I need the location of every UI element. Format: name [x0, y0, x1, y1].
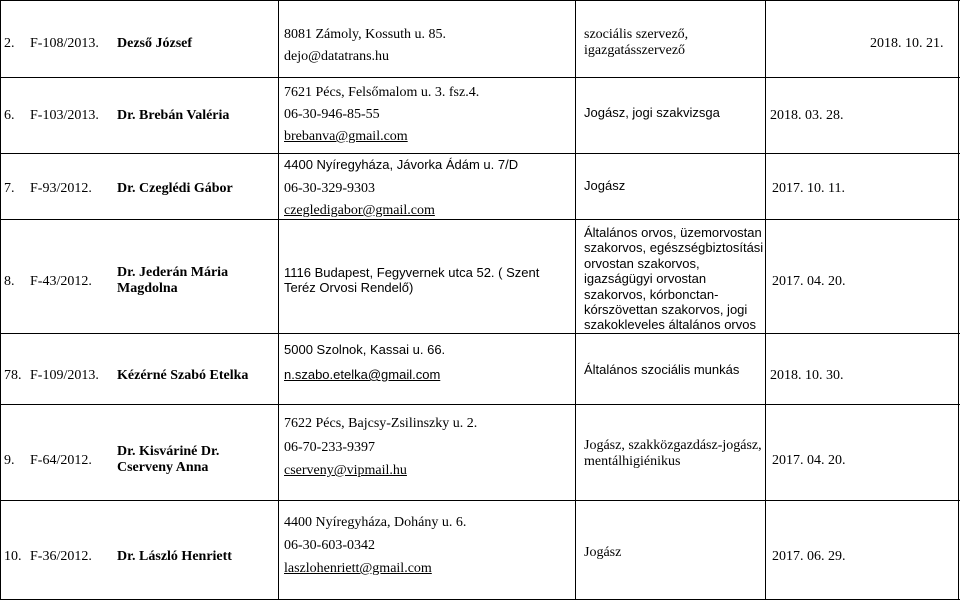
column-border: [278, 0, 279, 600]
qualification: szociális szervező, igazgatásszervező: [584, 27, 689, 58]
column-border: [958, 0, 959, 600]
phone: 06-30-329-9303: [284, 181, 375, 196]
row-number: 78.: [4, 368, 22, 383]
registration-id: F-43/2012.: [30, 274, 92, 289]
row-border: [0, 404, 960, 405]
registration-id: F-108/2013.: [30, 36, 99, 51]
row-number: 10.: [4, 549, 22, 564]
address: 5000 Szolnok, Kassai u. 66.: [284, 342, 446, 357]
person-name: Dr. Kisváriné Dr. Cserveny Anna: [117, 444, 220, 475]
qualification: Jogász: [584, 178, 626, 193]
person-name: Dr. László Henriett: [117, 549, 232, 564]
person-name: Dr. Brebán Valéria: [117, 108, 230, 123]
date: 2017. 06. 29.: [772, 549, 846, 564]
email-link[interactable]: cserveny@vipmail.hu: [284, 463, 407, 478]
qualification: Jogász, jogi szakvizsga: [584, 105, 720, 120]
date: 2017. 10. 11.: [772, 181, 845, 196]
date: 2018. 10. 21.: [870, 36, 944, 51]
person-name: Kézérné Szabó Etelka: [117, 368, 249, 383]
address: 1116 Budapest, Fegyvernek utca 52. ( Szent Teréz Orvosi Rendelő): [284, 265, 540, 296]
email: dejo@datatrans.hu: [284, 49, 390, 64]
address: 4400 Nyíregyháza, Jávorka Ádám u. 7/D: [284, 157, 519, 172]
registration-id: F-93/2012.: [30, 181, 92, 196]
person-name: Dr. Czeglédi Gábor: [117, 181, 233, 196]
email-link[interactable]: n.szabo.etelka@gmail.com: [284, 367, 441, 382]
row-number: 2.: [4, 36, 15, 51]
qualification: Általános szociális munkás: [584, 362, 740, 377]
row-border: [0, 77, 960, 78]
date: 2018. 03. 28.: [770, 108, 844, 123]
date: 2018. 10. 30.: [770, 368, 844, 383]
row-number: 6.: [4, 108, 15, 123]
registration-id: F-64/2012.: [30, 453, 92, 468]
row-border: [0, 153, 960, 154]
qualification: Általános orvos, üzemorvostan szakorvos, egészségbiztosítási orvostan szakorvos, igazságügyi orvostan szakorvos, kórbonctan-kórszövettan szakorvos, jogi szakokleveles általános orvos: [584, 225, 764, 333]
phone: 06-30-603-0342: [284, 538, 375, 553]
row-border: [0, 0, 960, 1]
row-number: 9.: [4, 453, 15, 468]
column-border: [575, 0, 576, 600]
date: 2017. 04. 20.: [772, 274, 846, 289]
address: 7622 Pécs, Bajcsy-Zsilinszky u. 2.: [284, 416, 478, 431]
phone: 06-70-233-9397: [284, 440, 375, 455]
row-border: [0, 599, 960, 600]
person-name: Dr. Jederán Mária Magdolna: [117, 265, 229, 296]
row-border: [0, 500, 960, 501]
row-border: [0, 333, 960, 334]
email-link[interactable]: laszlohenriett@gmail.com: [284, 561, 432, 576]
row-number: 8.: [4, 274, 15, 289]
phone: 06-30-946-85-55: [284, 107, 380, 122]
date: 2017. 04. 20.: [772, 453, 846, 468]
row-border: [0, 219, 960, 220]
column-border: [0, 0, 1, 600]
email-link[interactable]: czegledigabor@gmail.com: [284, 203, 435, 218]
registration-id: F-103/2013.: [30, 108, 99, 123]
address: 8081 Zámoly, Kossuth u. 85.: [284, 27, 447, 42]
person-name: Dezső József: [117, 36, 193, 51]
address: 7621 Pécs, Felsőmalom u. 3. fsz.4.: [284, 85, 480, 100]
email-link[interactable]: brebanva@gmail.com: [284, 129, 408, 144]
qualification: Jogász: [584, 545, 622, 560]
qualification: Jogász, szakközgazdász-jogász, mentálhigiénikus: [584, 438, 762, 469]
registration-id: F-109/2013.: [30, 368, 99, 383]
address: 4400 Nyíregyháza, Dohány u. 6.: [284, 515, 467, 530]
row-number: 7.: [4, 181, 15, 196]
registration-id: F-36/2012.: [30, 549, 92, 564]
